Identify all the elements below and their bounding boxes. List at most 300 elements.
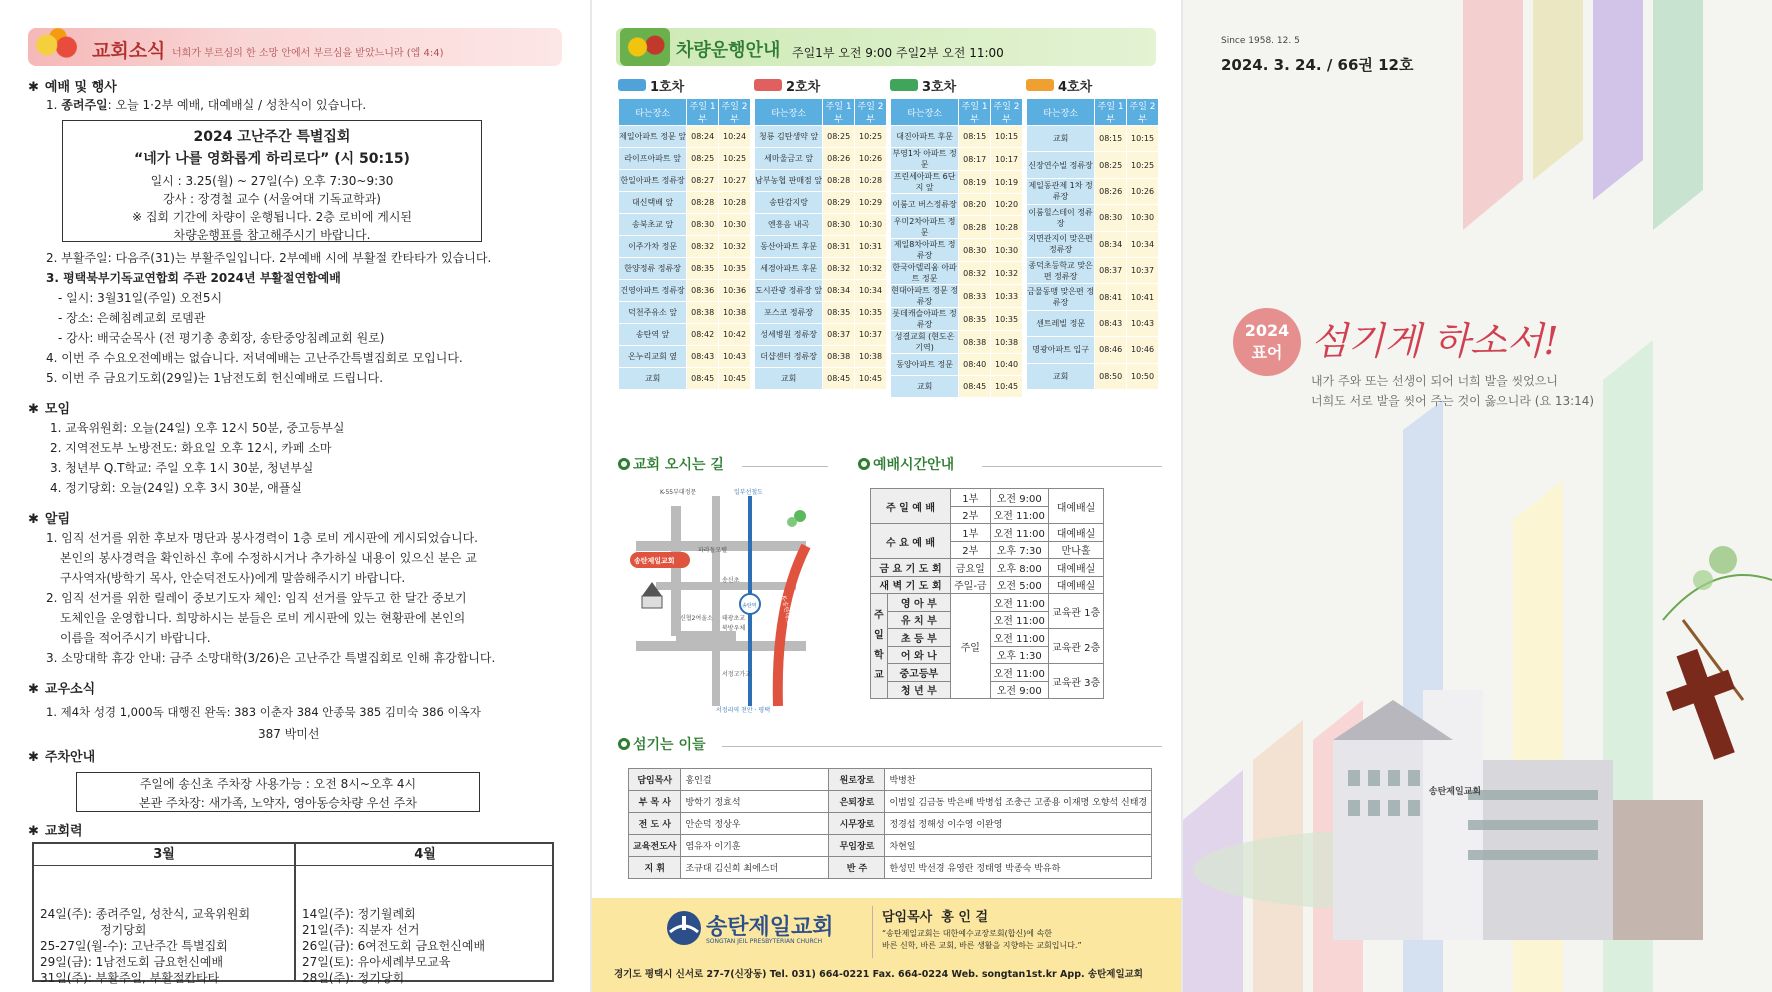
asterisk-icon: ✱ [28,750,39,765]
church-news-panel [0,0,590,992]
table-cell: 교육관 3층 [1048,664,1103,699]
bus-time: 10:27 [719,170,751,192]
staff-names: 방학기 정효석 [681,791,829,813]
bus-time: 10:25 [719,148,751,170]
section-worship: ✱ 예배 및 행사 [28,80,117,95]
bus-stop: 한양정류 정류장 [619,258,687,280]
bus-time: 10:34 [1127,231,1159,257]
church-footer [592,898,1181,992]
table-row [755,258,887,280]
asterisk-icon: ✱ [28,80,39,95]
worship-title: 예배시간안내 [858,454,954,474]
special-meeting-box [62,120,482,242]
verse-line-1: 내가 주와 또는 선생이 되어 너희 발을 씻었으니 [1311,374,1558,388]
bus-stop: 한일아파트 정류장 [619,170,687,192]
bus-schedule-4 [1026,76,1159,390]
section-parking: ✱ 주차안내 [28,750,96,765]
bus-table [890,98,1023,398]
table-cell: 오전 5:00 [990,576,1048,594]
meeting-note-2: 차량운행표를 참고해주시기 바랍니다. [173,228,371,242]
table-row [891,171,1023,194]
table-row [619,346,751,368]
bus-time: 08:46 [1095,337,1127,363]
table-row [619,236,751,258]
directions-map [616,486,826,716]
bus-stop: 도시관광 정류장 앞 [755,280,823,302]
table-row [755,192,887,214]
table-row [619,148,751,170]
bus-stop: 포스코 정류장 [755,302,823,324]
bus-time: 08:35 [823,302,855,324]
meeting-speaker: 강사 : 장경철 교수 (서울여대 기독교학과) [163,192,381,206]
staff-names: 차현일 [885,835,1152,857]
bus-time: 08:28 [959,216,991,239]
bus-stop: 송탄역 앞 [619,324,687,346]
bus-stop: 라이프아파트 앞 [619,148,687,170]
pastor-info: 담임목사 홍 인 걸 [882,910,989,925]
bus-stop: 세경아파트 후문 [755,258,823,280]
bus-time: 10:32 [855,258,887,280]
table-header: 타는장소 [619,99,687,126]
table-row [755,148,887,170]
map-label: 송탄역 [742,603,757,609]
bus-time: 08:24 [687,126,719,148]
badge-year: 2024 [1244,321,1290,340]
table-row [1027,126,1159,152]
bus-time: 08:45 [687,368,719,390]
issue-date: 2024. 3. 24. / 66권 12호 [1221,56,1414,74]
table-row [755,346,887,368]
bus-stop: 건영아파트 정류장 [619,280,687,302]
table-row [619,368,751,390]
table-header: 주일 2부 [855,99,887,126]
cover-artwork [1183,0,1772,992]
staff-names: 박병찬 [885,769,1152,791]
table-cell: 중고등부 [887,664,950,682]
table-header: 주일 1부 [1095,99,1127,126]
bus-stop: 명광아파트 입구 [1027,337,1095,363]
bus-name: 3호차 [890,76,1023,94]
bus-time: 10:38 [719,302,751,324]
map-label: 파라돌모텔 [698,547,727,554]
bus-time: 08:50 [1095,363,1127,389]
bus-time: 10:32 [719,236,751,258]
table-cell: 1부 [951,524,991,542]
table-cell: 교육관 1층 [1048,594,1103,629]
staff-role: 전 도 사 [629,813,681,835]
calendar-april-header: 4월 [296,844,554,866]
notice-1a: 1. 임직 선거를 위한 후보자 명단과 봉사경력이 1층 로비 게시판에 게시되었습니다. [46,531,478,545]
bus-stop: 이룸힐스테이 정류장 [1027,205,1095,231]
bus-time: 08:42 [687,324,719,346]
table-row [1027,284,1159,310]
table-cell: 금 요 기 도 회 [871,559,951,577]
table-row [891,308,1023,331]
bus-schedule-3 [890,76,1023,398]
table-row [629,857,1152,879]
bus-time: 10:31 [855,236,887,258]
bus-time: 10:46 [1127,337,1159,363]
bus-time: 08:28 [687,192,719,214]
list-item: 정기당회 [100,923,147,937]
bus-time: 08:30 [687,214,719,236]
bus-time: 10:29 [855,192,887,214]
table-cell: 대예배실 [1048,576,1103,594]
calendar-march-header: 3월 [34,844,294,866]
bus-time: 08:38 [823,346,855,368]
map-label: 태광초교 [722,615,746,622]
bus-stop: 성세병원 정류장 [755,324,823,346]
bus-time: 08:17 [959,148,991,171]
bus-time: 08:35 [959,308,991,331]
motto-badge [1233,308,1301,376]
bus-time: 08:33 [959,285,991,308]
bus-icon [890,79,918,91]
bus-time: 08:19 [959,171,991,194]
table-header: 타는장소 [891,99,959,126]
list-item: 21일(주): 직분자 선거 [302,923,420,937]
meeting-title: 2024 고난주간 특별집회 [193,129,351,145]
table-row [1027,337,1159,363]
table-cell: 대예배실 [1048,559,1103,577]
bus-time: 08:31 [823,236,855,258]
bus-time: 10:35 [991,308,1023,331]
list-item: 31일(주): 부활주일, 부활절칸타타 [40,971,220,985]
map-label: K-송탄대로 [780,595,792,625]
bus-stop: 남부농협 판매점 앞 [755,170,823,192]
table-cell: 오전 11:00 [990,594,1048,612]
meeting-date: 일시 : 3.25(월) ~ 27일(수) 오후 7:30~9:30 [150,174,394,188]
table-cell: 오전 9:00 [990,489,1048,507]
table-row [891,216,1023,239]
staff-names: 이범일 김금동 박은배 박병섭 조충근 고종용 이재명 오향석 신태경 [885,791,1152,813]
table-row [619,126,751,148]
bus-stop: 우미2차아파트 정문 [891,216,959,239]
bus-time: 08:43 [1095,310,1127,336]
table-row [619,324,751,346]
bus-schedule-2 [754,76,887,390]
table-row [755,368,887,390]
staff-role: 원로장로 [829,769,885,791]
table-row [891,376,1023,398]
table-cell: 2부 [951,541,991,559]
table-cell: 오후 7:30 [990,541,1048,559]
table-cell: 대예배실 [1048,524,1103,542]
member-news-1b: 387 박미선 [258,727,320,741]
staff-title: 섬기는 이들 [618,734,706,754]
list-item: 26일(금): 6여전도회 금요헌신예배 [302,939,486,953]
staff-role: 반 주 [829,857,885,879]
table-cell: 만나홀 [1048,541,1103,559]
bus-time: 10:30 [855,214,887,236]
bus-icon [618,79,646,91]
meeting-3: 3. 청년부 Q.T학교: 주일 오후 1시 30분, 청년부실 [50,461,314,475]
table-cell: 1부 [951,489,991,507]
table-row [629,791,1152,813]
bus-time: 10:35 [855,302,887,324]
notice-1b: 본인의 봉사경력을 확인하신 후에 수정하시거나 추가하실 내용이 있으신 분은 교 [60,551,477,565]
bus-stop: 롯데캐슬아파트 정류장 [892,309,957,329]
bus-time: 10:45 [855,368,887,390]
bus-time: 08:41 [1095,284,1127,310]
table-row [619,302,751,324]
bus-time: 08:34 [823,280,855,302]
bus-time: 08:32 [959,262,991,285]
table-row [755,126,887,148]
table-cell: 교육관 2층 [1048,629,1103,664]
bus-time: 08:27 [687,170,719,192]
section-meetings: ✱ 모임 [28,402,71,417]
bus-time: 08:15 [959,126,991,148]
badge-word: 표어 [1251,343,1283,362]
circle-icon [858,458,870,470]
bus-time: 08:25 [823,126,855,148]
table-row [755,236,887,258]
staff-role: 부 목 사 [629,791,681,813]
bus-time: 08:25 [687,148,719,170]
flower-icon [30,24,86,66]
bus-time: 10:17 [991,148,1023,171]
news-item-4: 4. 이번 주 수요오전예배는 없습니다. 저녁예배는 고난주간특별집회로 모입니다. [46,351,463,365]
table-cell: 주 일 학 교 [871,594,888,699]
parking-line-2: 본관 주차장: 새가족, 노약자, 영아동승차량 우선 주차 [139,796,417,810]
table-cell: 오전 11:00 [990,506,1048,524]
bus-stop: 이룸고 버스정류장 [891,194,959,216]
bus-time: 08:37 [1095,257,1127,283]
bus-time: 10:43 [1127,310,1159,336]
map-label: 일부선철도 [734,489,763,496]
table-row [619,170,751,192]
bus-stop: 동산아파트 후문 [755,236,823,258]
asterisk-icon: ✱ [28,824,39,839]
bus-time: 10:25 [855,126,887,148]
staff-role: 담임목사 [629,769,681,791]
bus-time: 08:25 [1095,152,1127,178]
cross-icon [1656,641,1756,767]
news-item-1: 1. 종려주일: 오늘 1·2부 예배, 대예배실 / 성찬식이 있습니다. [46,98,367,112]
church-calendar [32,842,554,985]
bus-time: 10:19 [991,171,1023,194]
bus-time: 10:20 [991,194,1023,216]
news-item-2: 2. 부활주일: 다음주(31)는 부활주일입니다. 2부예배 시에 부활절 칸타타가 있습니다. [46,251,492,265]
bus-stop: 동양아파트 정문 [891,354,959,376]
bus-time: 08:26 [1095,178,1127,204]
asterisk-icon: ✱ [28,402,39,417]
bus-time: 10:50 [1127,363,1159,389]
bus-time: 10:45 [991,376,1023,398]
bus-stop: 송북초교 앞 [619,214,687,236]
church-name-en: SONGTAN JEIL PRESBYTERIAN CHURCH [706,938,823,945]
table-header: 주일 1부 [687,99,719,126]
bus-time: 10:28 [719,192,751,214]
church-name: 송탄제일교회 [706,915,834,940]
bus-stop: 센트레빌 정문 [1027,310,1095,336]
bus-time: 10:41 [1127,284,1159,310]
bus-time: 08:32 [823,258,855,280]
bus-name: 1호차 [618,76,751,94]
table-row [891,262,1023,285]
map-label: 신협2여울소 [680,615,713,622]
bus-time: 10:24 [719,126,751,148]
table-cell: 오전 9:00 [990,681,1048,699]
staff-names: 염유자 이기훈 [681,835,829,857]
table-row [619,214,751,236]
bus-time: 10:38 [991,331,1023,354]
table-cell: 대예배실 [1048,489,1103,524]
map-label: 송신초 [722,577,740,584]
verse-line-2: 너희도 서로 발을 씻어 주는 것이 옳으니라 (요 13:14) [1311,394,1595,408]
bus-title: 차량운행안내 [676,40,781,61]
table-cell: 2부 [951,506,991,524]
bus-time: 10:43 [719,346,751,368]
bus-time: 08:29 [823,192,855,214]
bus-time: 08:38 [959,331,991,354]
table-cell: 청 년 부 [887,681,950,699]
table-cell: 오전 11:00 [990,629,1048,647]
table-header: 타는장소 [1027,99,1095,126]
circle-icon [618,738,630,750]
news-title: 교회소식 [92,40,166,62]
bus-time: 10:38 [855,346,887,368]
bus-icon [1026,79,1054,91]
list-item: 27일(토): 유아세례부모교육 [302,955,451,969]
table-row [755,170,887,192]
staff-names: 정경섭 정해성 이수영 이완영 [885,813,1152,835]
table-row [629,769,1152,791]
member-news-1: 1. 제4차 성경 1,000독 대행진 완독: 383 이춘자 384 안종묵 385 김미숙 386 이옥자 [46,705,481,719]
bus-stop: 교회 [619,368,687,390]
bus-name: 2호차 [754,76,887,94]
list-item: 25-27일(월-수): 고난주간 특별집회 [40,939,228,953]
news-item-3b: - 장소: 은혜침례교회 로뎀관 [58,311,206,325]
table-cell: 오후 1:30 [990,646,1048,664]
bus-schedule-1 [618,76,751,390]
table-cell: 어 와 나 [887,646,950,664]
bus-table [618,98,751,390]
table-row [891,354,1023,376]
table-cell: 오전 11:00 [990,524,1048,542]
table-row [891,126,1023,148]
meeting-theme: “네가 나를 영화롭게 하리로다” (시 50:15) [134,151,410,167]
bus-service-times: 주일1부 오전 9:00 주일2부 오전 11:00 [792,46,1004,60]
table-row [1027,178,1159,204]
bus-stop: 교회 [891,376,959,398]
bus-stop: 엔흥음 내곡 [755,214,823,236]
table-cell: 오전 11:00 [990,664,1048,682]
notice-2b: 도체인을 운영합니다. 희망하시는 분들은 로비 게시판에 있는 현황판에 본인의 [60,611,466,625]
bus-stop: 덕천주유소 앞 [619,302,687,324]
bus-stop: 성결교회 (현도온기역) [891,331,959,354]
staff-role: 무임장로 [829,835,885,857]
bus-time: 10:37 [1127,257,1159,283]
map-label: 송탄제일교회 [634,557,675,565]
bus-stop: 종덕초등학교 맞은편 정류장 [1027,257,1095,283]
bus-time: 10:28 [855,170,887,192]
notice-2c: 이름을 적어주시기 바랍니다. [60,631,211,645]
staff-names: 안순덕 정상우 [681,813,829,835]
bus-time: 10:15 [1127,126,1159,152]
table-row [619,258,751,280]
table-row [891,239,1023,262]
flower-icon [620,28,670,66]
bus-icon [754,79,782,91]
table-row [1027,152,1159,178]
table-row [619,280,751,302]
bus-stop: 제일아파트 정문 앞 [619,126,687,148]
bus-stop: 교회 [1027,363,1095,389]
bus-stop: 청룡 김탄생약 앞 [755,126,823,148]
bus-stop: 제일8차아파트 정류장 [891,239,959,262]
bus-time: 08:30 [1095,205,1127,231]
table-cell: 주일-금 [951,576,991,594]
table-cell: 초 등 부 [887,629,950,647]
bus-time: 08:38 [687,302,719,324]
table-row [891,331,1023,354]
news-item-3c: - 강사: 배국순목사 (전 평기총 총회장, 송탄중앙침례교회 원로) [58,331,385,345]
bus-stop: 제일동관제 1차 정류장 [1027,178,1095,204]
bus-stop: 한국아델리움 아파트 정문 [892,263,957,283]
footer-note-2: 바른 신학, 바른 교회, 바른 생활을 지향하는 교회입니다.” [882,941,1082,950]
table-row [629,813,1152,835]
staff-role: 교육전도사 [629,835,681,857]
table-header: 주일 1부 [959,99,991,126]
table-row [755,324,887,346]
table-header: 주일 2부 [991,99,1023,126]
table-row [755,302,887,324]
bus-time: 08:30 [959,239,991,262]
staff-table [628,768,1152,879]
bus-time: 08:30 [823,214,855,236]
table-row [891,194,1023,216]
map-label: K-55부대정문 [660,489,697,496]
bus-time: 08:28 [823,170,855,192]
bus-stop: 대진아파트 후문 [891,126,959,148]
parking-box [76,772,480,812]
bus-time: 08:26 [823,148,855,170]
since-label: Since 1958. 12. 5 [1221,36,1300,46]
table-cell: 오전 11:00 [990,611,1048,629]
list-item: 28일(주): 정기당회 [302,971,405,985]
section-calendar: ✱ 교회력 [28,824,83,839]
bus-name: 4호차 [1026,76,1159,94]
list-item: 24일(주): 종려주일, 성찬식, 교육위원회 [40,907,251,921]
news-item-3a: - 일시: 3월31일(주일) 오전5시 [58,291,223,305]
table-cell: 주일 [951,594,991,699]
table-header: 타는장소 [755,99,823,126]
table-row [1027,205,1159,231]
staff-names: 한성민 박선경 유영란 정태영 박종숙 박유하 [885,857,1152,879]
table-cell: 유 치 부 [887,611,950,629]
calendar-march [34,866,294,985]
bus-stop: 금물동맹 맞은편 정류장 [1027,284,1095,310]
news-item-5: 5. 이번 주 금요기도회(29일)는 1남전도회 헌신예배로 드립니다. [46,371,384,385]
table-row [1027,231,1159,257]
table-row [1027,310,1159,336]
asterisk-icon: ✱ [28,682,39,697]
bus-stop: 지면관지이 맞은편 정류장 [1027,231,1095,257]
map-label: 서정고가교 [722,671,751,678]
table-row [891,148,1023,171]
bus-stop: 세마울금고 앞 [755,148,823,170]
bus-time: 08:35 [687,258,719,280]
bus-time: 10:28 [991,216,1023,239]
bus-time: 10:36 [719,280,751,302]
bus-time: 10:30 [991,239,1023,262]
table-row [1027,363,1159,389]
section-member-news: ✱ 교우소식 [28,682,96,697]
meeting-2: 2. 지역전도부 노방전도: 화요일 오후 12시, 카페 소마 [50,441,332,455]
meeting-1: 1. 교육위원회: 오늘(24일) 오후 12시 50분, 중고등부실 [50,421,345,435]
